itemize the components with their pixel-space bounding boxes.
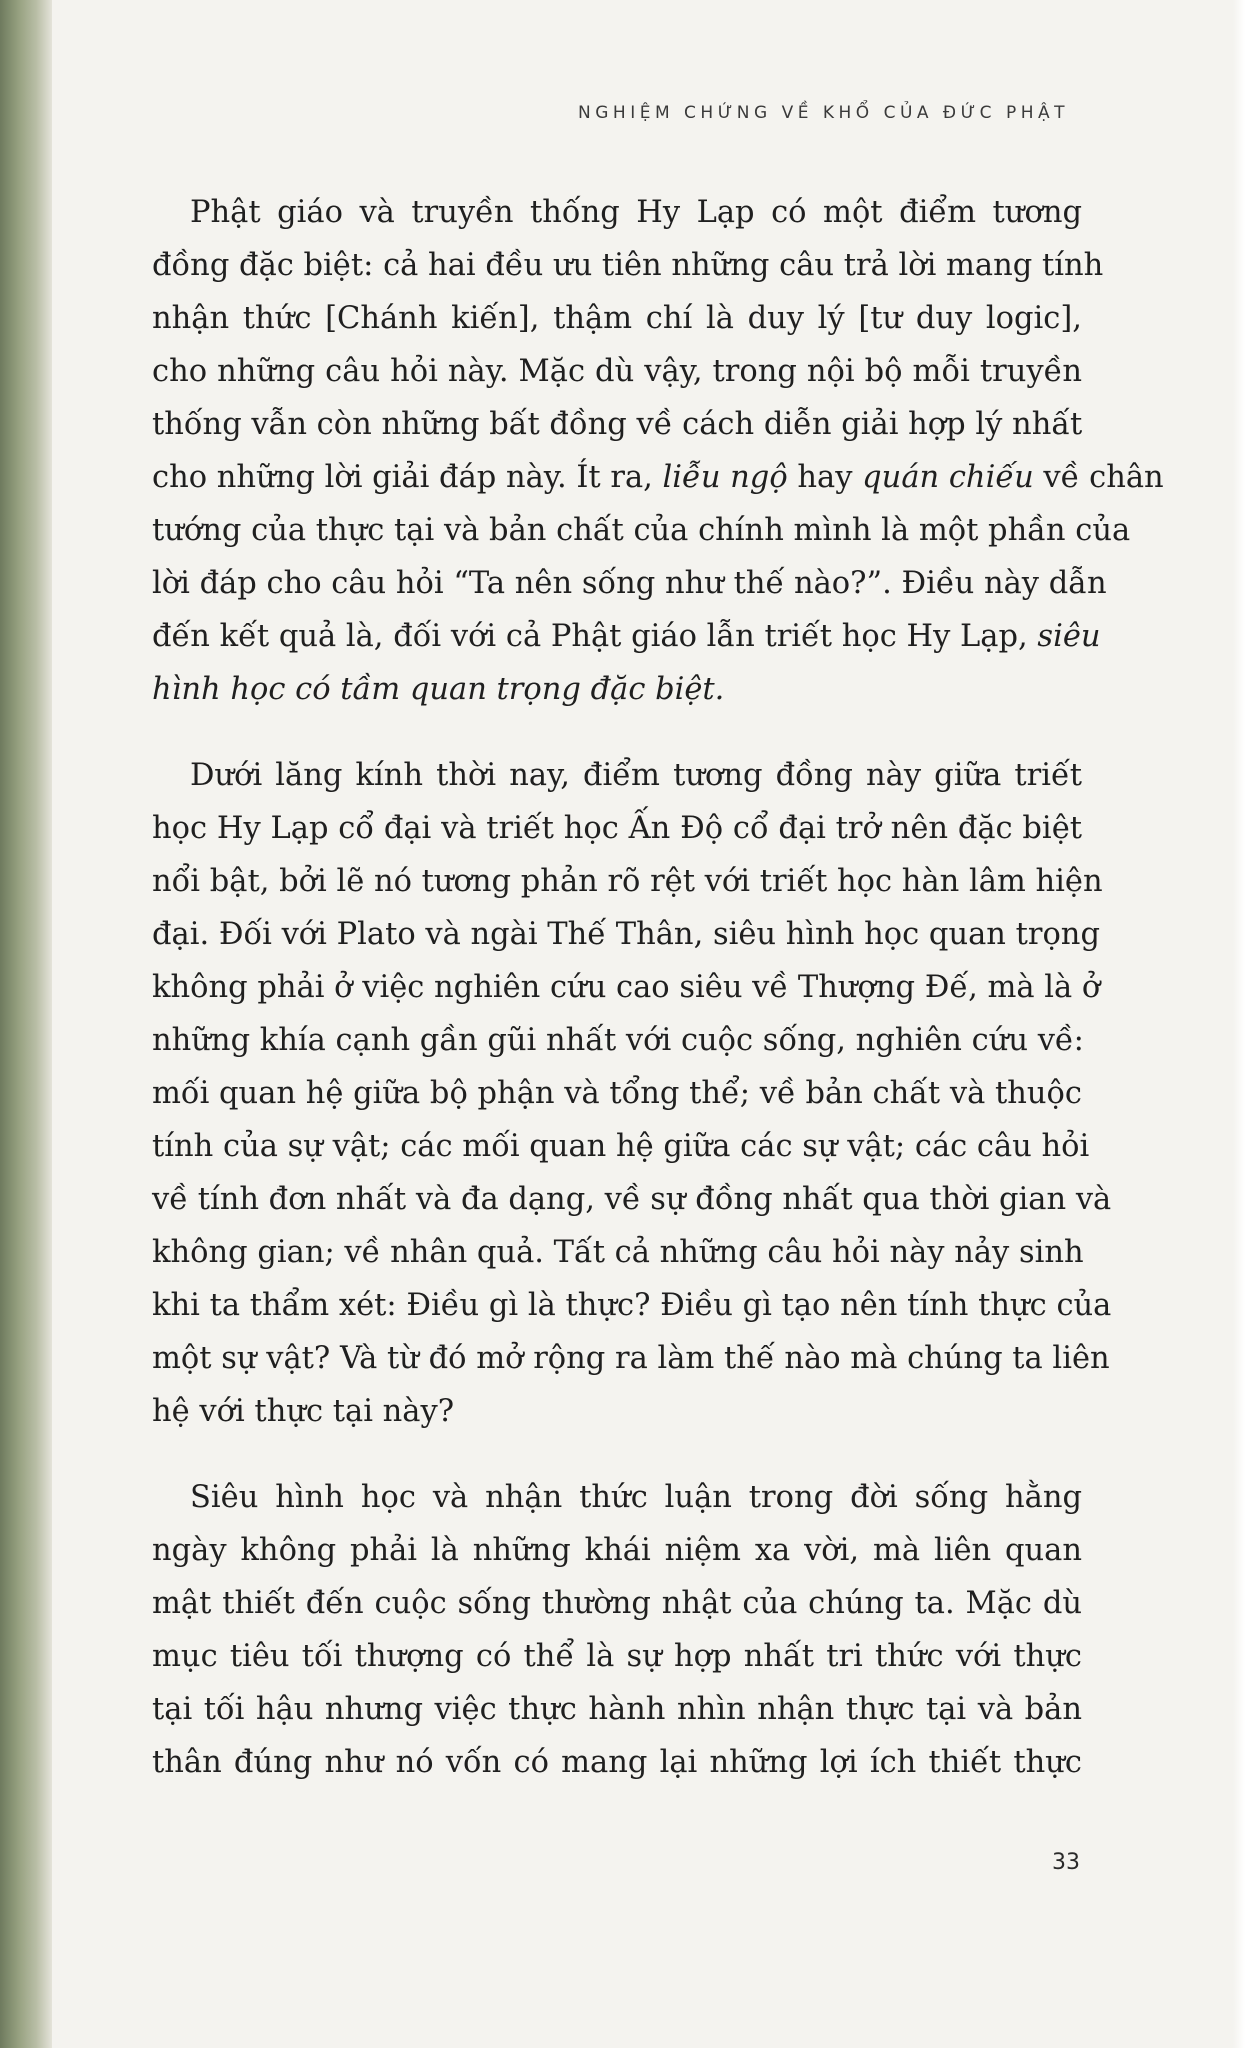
text-line: tướng của thực tại và bản chất của chính mình là một phần của [152,513,1131,548]
paragraph-2 [152,749,1112,1438]
paragraph-3 [152,1471,1082,1789]
text-line: đại. Đối với Plato và ngài Thế Thân, siêu hình học quan trọng [152,917,1100,952]
text-line: mật thiết đến cuộc sống thường nhật của chúng ta. Mặc dù [152,1586,1082,1621]
text-segment: đến kết quả là, đối với cả Phật giáo lẫn triết học Hy Lạp, [152,619,1028,654]
text-line: khi ta thẩm xét: Điều gì là thực? Điều gì tạo nên tính thực của [152,1288,1112,1323]
text-line: không gian; về nhân quả. Tất cả những câu hỏi này nảy sinh [152,1235,1084,1270]
paragraph-1 [152,186,1164,716]
text-line: Siêu hình học và nhận thức luận trong đời sống hằng [190,1480,1082,1515]
body-text [152,186,1164,1789]
text-line: thống vẫn còn những bất đồng về cách diễn giải hợp lý nhất [152,407,1083,442]
text-line: mục tiêu tối thượng có thể là sự hợp nhất tri thức với thực [152,1639,1082,1674]
text-line: những khía cạnh gần gũi nhất với cuộc sống, nghiên cứu về: [152,1023,1084,1058]
text-line: ngày không phải là những khái niệm xa vời, mà liên quan [152,1533,1082,1568]
text-segment: về chân [1033,460,1164,495]
text-line: không phải ở việc nghiên cứu cao siêu về Thượng Đế, mà là ở [152,970,1101,1005]
text-line: một sự vật? Và từ đó mở rộng ra làm thế nào mà chúng ta liên [152,1341,1110,1376]
text-line-mixed [152,610,1101,663]
text-line: Dưới lăng kính thời nay, điểm tương đồng này giữa triết [190,758,1082,793]
italic-term: hình học có tầm quan trọng đặc biệt. [152,672,725,707]
text-line-italic [152,663,1082,716]
text-line: Phật giáo và truyền thống Hy Lạp có một điểm tương [190,195,1082,230]
running-head: NGHIỆM CHỨNG VỀ KHỔ CỦA ĐỨC PHẬT [578,103,1069,123]
text-line: nổi bật, bởi lẽ nó tương phản rõ rệt với triết học hàn lâm hiện [152,864,1103,899]
italic-term: quán chiếu [862,460,1034,495]
text-line-mixed [152,451,1164,504]
text-line: tính của sự vật; các mối quan hệ giữa các sự vật; các câu hỏi [152,1129,1090,1164]
page-edge [1233,0,1245,2048]
text-segment: cho những lời giải đáp này. Ít ra, [152,460,653,495]
page-binding-shadow [0,0,52,2048]
text-line: nhận thức [Chánh kiến], thậm chí là duy lý [tư duy logic], [152,301,1082,336]
text-line: về tính đơn nhất và đa dạng, về sự đồng nhất qua thời gian và [152,1182,1112,1217]
text-line: hệ với thực tại này? [152,1394,455,1429]
text-line: mối quan hệ giữa bộ phận và tổng thể; về bản chất và thuộc [152,1076,1082,1111]
text-line: thân đúng như nó vốn có mang lại những lợi ích thiết thực [152,1745,1082,1780]
italic-term: siêu [1037,619,1101,654]
text-line: học Hy Lạp cổ đại và triết học Ấn Độ cổ đại trở nên đặc biệt [152,811,1082,846]
text-line: cho những câu hỏi này. Mặc dù vậy, trong nội bộ mỗi truyền [152,354,1082,389]
text-line: đồng đặc biệt: cả hai đều ưu tiên những câu trả lời mang tính [152,248,1104,283]
italic-term: liễu ngộ [662,460,788,495]
page-number: 33 [1052,1850,1080,1875]
text-line: lời đáp cho câu hỏi “Ta nên sống như thế nào?”. Điều này dẫn [152,566,1107,601]
text-line: tại tối hậu nhưng việc thực hành nhìn nhận thực tại và bản [152,1692,1082,1727]
text-segment: hay [787,460,863,495]
